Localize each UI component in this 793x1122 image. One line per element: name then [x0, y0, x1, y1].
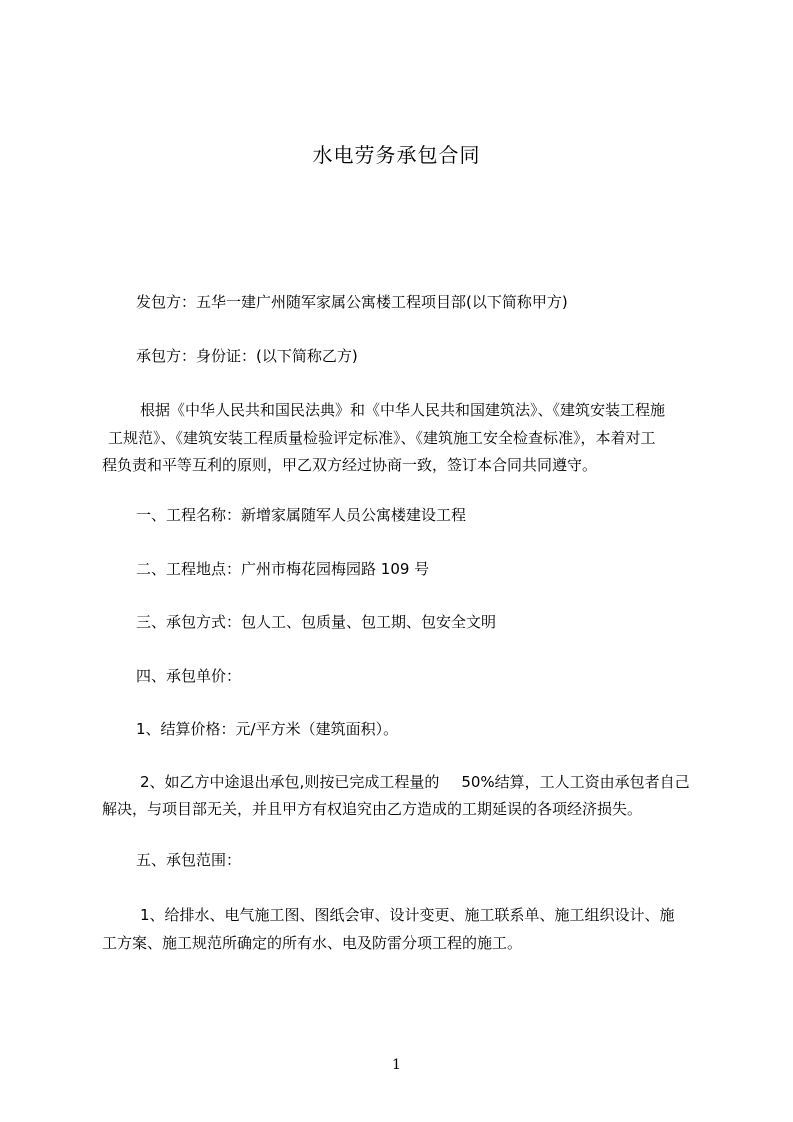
section-project-location: 二、工程地点：广州市梅花园梅园路 109 号: [136, 560, 430, 578]
party-a-line: 发包方：五华一建广州随军家属公寓楼工程项目部(以下简称甲方): [136, 293, 568, 311]
scope-item-line-2: 工方案、施工规范所确定的所有水、电及防雷分项工程的施工。: [102, 934, 523, 952]
party-b-line: 承包方：身份证：(以下简称乙方): [136, 347, 358, 365]
scope-item-line-1: 1、给排水、电气施工图、图纸会审、设计变更、施工联系单、施工组织设计、施: [140, 906, 675, 924]
withdrawal-clause-part-2: 50%结算，工人工资由承包者自己: [461, 773, 690, 791]
document-title: 水电劳务承包合同: [312, 143, 481, 167]
item-withdrawal-clause-line-1: [140, 772, 690, 792]
preamble-line-3: 程负责和平等互利的原则，甲乙双方经过协商一致，签订本合同共同遵守。: [102, 456, 598, 474]
section-project-name: 一、工程名称：新增家属随军人员公寓楼建设工程: [136, 506, 467, 524]
withdrawal-clause-part-1: 2、如乙方中途退出承包,则按已完成工程量的: [140, 773, 440, 791]
section-contract-scope: 五、承包范围：: [136, 851, 242, 869]
page-number: 1: [392, 1057, 401, 1073]
section-unit-price: 四、承包单价：: [136, 667, 242, 685]
section-contract-method: 三、承包方式：包人工、包质量、包工期、包安全文明: [136, 613, 497, 631]
preamble-line-1: 根据《中华人民共和国民法典》和《中华人民共和国建筑法》、《建筑安装工程施: [140, 401, 666, 419]
item-settlement-price: 1、结算价格：元/平方米（建筑面积）。: [136, 720, 399, 738]
item-withdrawal-clause-line-2: 解决，与项目部无关，并且甲方有权追究由乙方造成的工期延误的各项经济损失。: [102, 800, 643, 818]
preamble-line-2: 工规范》、《建筑安装工程质量检验评定标准》、《建筑施工安全检查标准》，本着对工: [108, 429, 656, 447]
